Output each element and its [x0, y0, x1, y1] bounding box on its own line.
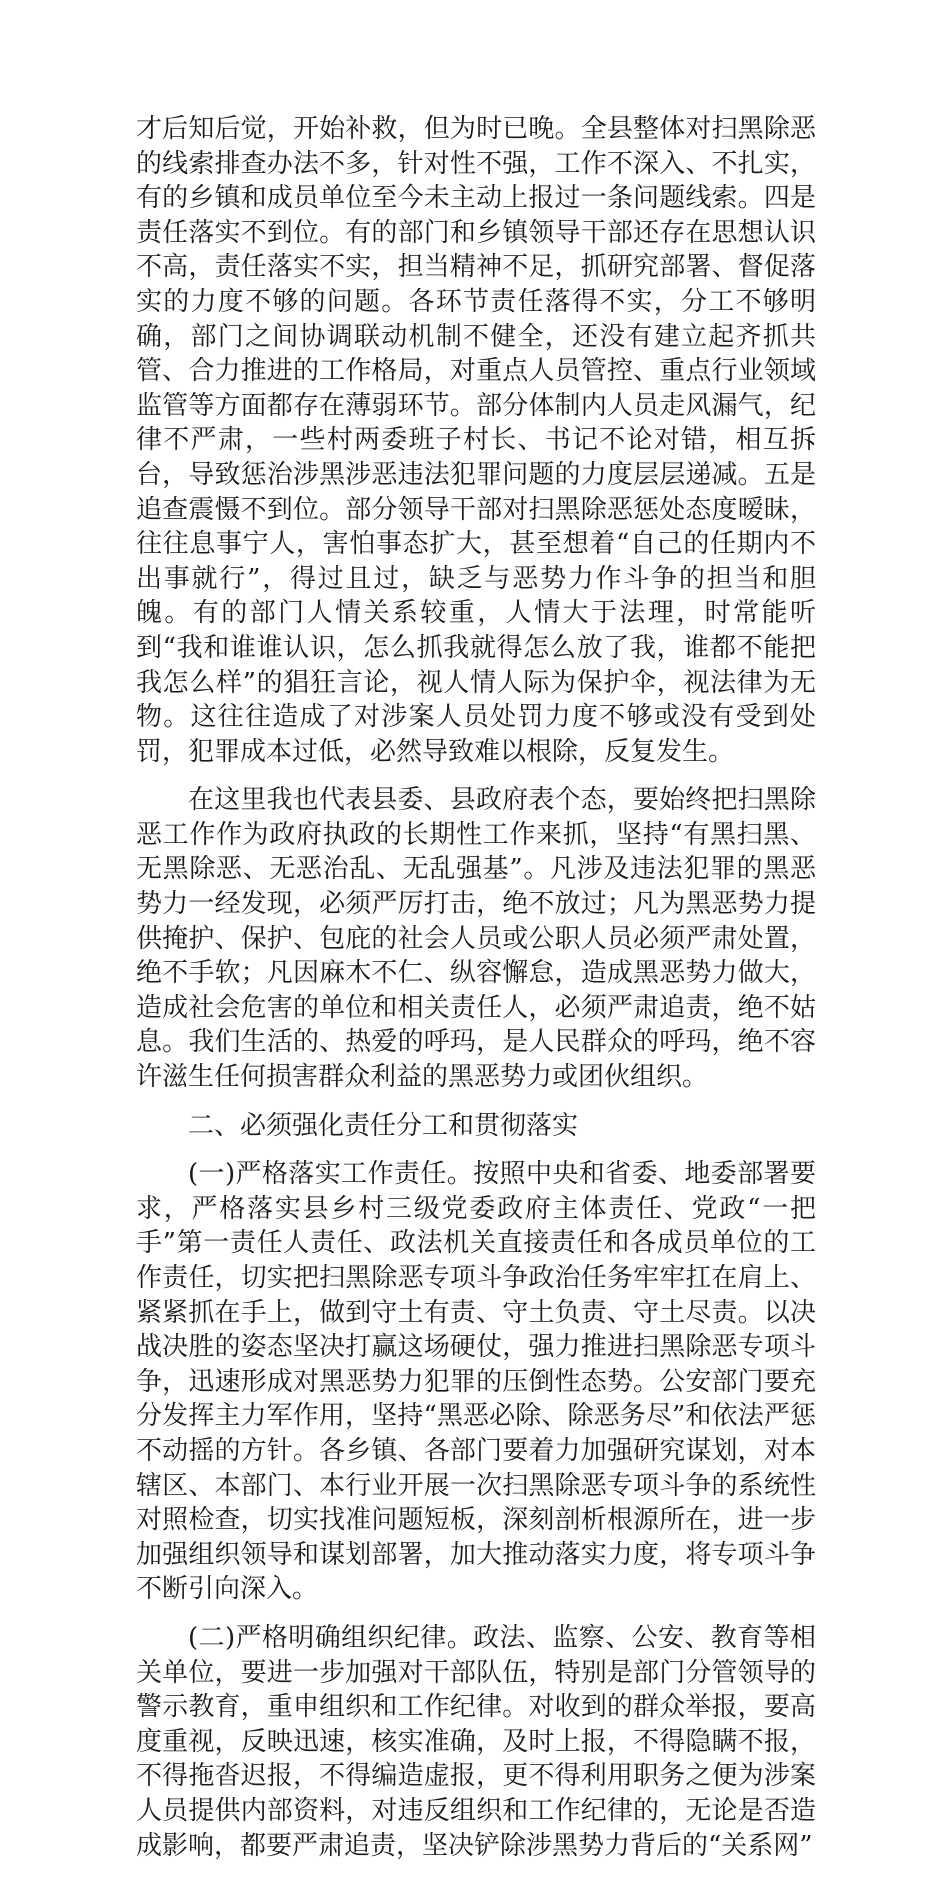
paragraph-work-responsibility: (一)严格落实工作责任。按照中央和省委、地委部署要求，严格落实县乡村三级党委政府主体责任、党政“一把手”第一责任人责任、政法机关直接责任和各成员单位的工作责任，切实把扫黑除恶专项斗争政治任务牢牢扛在肩上、紧紧抓在手上，做到守土有责、守土负责、守土尽责。以决战决胜的姿态坚决打赢这场硬仗，强力推进扫黑除恶专项斗争，迅速形成对黑恶势力犯罪的压倒性态势。公安部门要充分发挥主力军作用，坚持“黑恶必除、除恶务尽”和依法严惩不动摇的方针。各乡镇、各部门要着力加强研究谋划，对本辖区、本部门、本行业开展一次扫黑除恶专项斗争的系统性对照检查，切实找准问题短板，深刻剖析根源所在，进一步加强组织领导和谋划部署，加大推动落实力度，将专项斗争不断引向深入。 [136, 1159, 816, 1605]
paragraph-county-statement: 在这里我也代表县委、县政府表个态，要始终把扫黑除恶工作作为政府执政的长期性工作来抓，坚持“有黑扫黑、无黑除恶、无恶治乱、无乱强基”。凡涉及违法犯罪的黑恶势力一经发现，必须严厉打击，绝不放过；凡为黑恶势力提供掩护、保护、包庇的社会人员或公职人员必须严肃处置，绝不手软；凡因麻木不仁、纵容懈怠，造成黑恶势力做大，造成社会危害的单位和相关责任人，必须严肃追责，绝不姑息。我们生活的、热爱的呼玛，是人民群众的呼玛，绝不容许滋生任何损害群众利益的黑恶势力或团伙组织。 [136, 785, 816, 1093]
paragraph-continuation: 才后知后觉，开始补救，但为时已晚。全县整体对扫黑除恶的线索排查办法不多，针对性不强，工作不深入、不扎实，有的乡镇和成员单位至今未主动上报过一条问题线索。四是责任落实不到位。有的部门和乡镇领导干部还存在思想认识不高，责任落实不实，担当精神不足，抓研究部署、督促落实的力度不够的问题。各环节责任落得不实，分工不够明确，部门之间协调联动机制不健全，还没有建立起齐抓共管、合力推进的工作格局，对重点人员管控、重点行业领域监管等方面都存在薄弱环节。部分体制内人员走风漏气，纪律不严肃，一些村两委班子村长、书记不论对错，相互拆台，导致惩治涉黑涉恶违法犯罪问题的力度层层递减。五是追查震慑不到位。部分领导干部对扫黑除恶惩处态度暧昧，往往息事宁人，害怕事态扩大，甚至想着“自己的任期内不出事就行”，得过且过，缺乏与恶势力作斗争的担当和胆魄。有的部门人情关系较重，人情大于法理，时常能听到“我和谁谁认识，怎么抓我就得怎么放了我，谁都不能把我怎么样”的猖狂言论，视人情人际为保护伞，视法律为无物。这往往造成了对涉案人员处罚力度不够或没有受到处罚，犯罪成本过低，必然导致难以根除，反复发生。 [136, 114, 816, 767]
document-body [136, 112, 816, 1877]
paragraph-organizational-discipline: (二)严格明确组织纪律。政法、监察、公安、教育等相关单位，要进一步加强对干部队伍，特别是部门分管领导的警示教育，重申组织和工作纪律。对收到的群众举报，要高度重视，反映迅速，核实准确，及时上报，不得隐瞒不报，不得拖沓迟报，不得编造虚报，更不得利用职务之便为涉案人员提供内部资料，对违反组织和工作纪律的，无论是否造成影响，都要严肃追责，坚决铲除涉黑势力背后的“关系网” [136, 1622, 816, 1861]
section-heading: 二、必须强化责任分工和贯彻落实 [188, 1110, 579, 1141]
